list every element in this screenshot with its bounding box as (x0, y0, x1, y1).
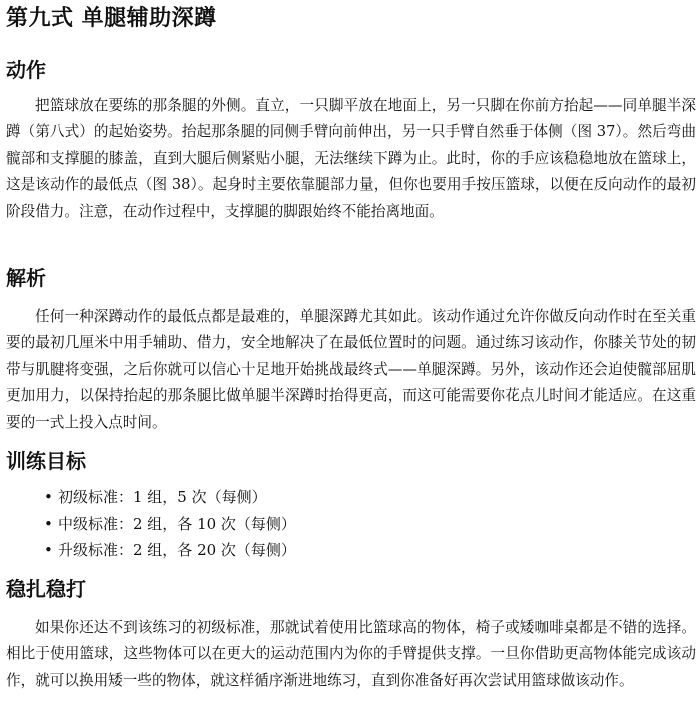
action-paragraph: 把篮球放在要练的那条腿的外侧。直立，一只脚平放在地面上，另一只脚在你前方抬起——同单腿半深蹲（第八式）的起始姿势。抬起那条腿的同侧手臂向前伸出，另一只手臂自然垂于体侧（图 37）。然后弯曲髋部和支撑腿的膝盖，直到大腿后侧紧贴小腿，无法继续下蹲为止。此时，你的手应该稳稳地放在篮球上，这是该动作的最低点（图 38）。起身时主要依靠腿部力量，但你也要用手按压篮球，以便在反向动作的最初阶段借力。注意，在动作过程中，支撑腿的脚跟始终不能抬离地面。 (6, 97, 696, 220)
training-goals-list (44, 484, 296, 564)
goal-item-progression: • 升级标准：2 组，各 20 次（每侧） (44, 537, 296, 564)
goal-item-beginner: • 初级标准：1 组，5 次（每侧） (44, 484, 296, 511)
analysis-paragraph: 任何一种深蹲动作的最低点都是最难的，单腿深蹲尤其如此。该动作通过允许你做反向动作时在至关重要的最初几厘米中用手辅助、借力，安全地解决了在最低位置时的问题。通过练习该动作，你膝关节处的韧带与肌腱将变强，之后你就可以信心十足地开始挑战最终式——单腿深蹲。另外，该动作还会迫使髋部屈肌更加用力，以保持抬起的那条腿比做单腿半深蹲时抬得更高，而这可能需要你花点儿时间才能适应。在这重要的一式上投入点时间。 (6, 308, 696, 431)
section-heading-goals: 训练目标 (6, 449, 86, 473)
section-heading-steady: 稳扎稳打 (6, 577, 86, 601)
section-heading-analysis: 解析 (6, 266, 46, 290)
section-heading-action: 动作 (6, 58, 46, 82)
page-title: 第九式 单腿辅助深蹲 (6, 6, 217, 31)
steady-paragraph: 如果你还达不到该练习的初级标准，那就试着使用比篮球高的物体，椅子或矮咖啡桌都是不错的选择。相比于使用篮球，这些物体可以在更大的运动范围内为你的手臂提供支撑。一旦你借助更高物体能完成该动作，就可以换用矮一些的物体，就这样循序渐进地练习，直到你准备好再次尝试用篮球做该动作。 (6, 619, 696, 689)
goal-item-intermediate: • 中级标准：2 组，各 10 次（每侧） (44, 511, 296, 538)
